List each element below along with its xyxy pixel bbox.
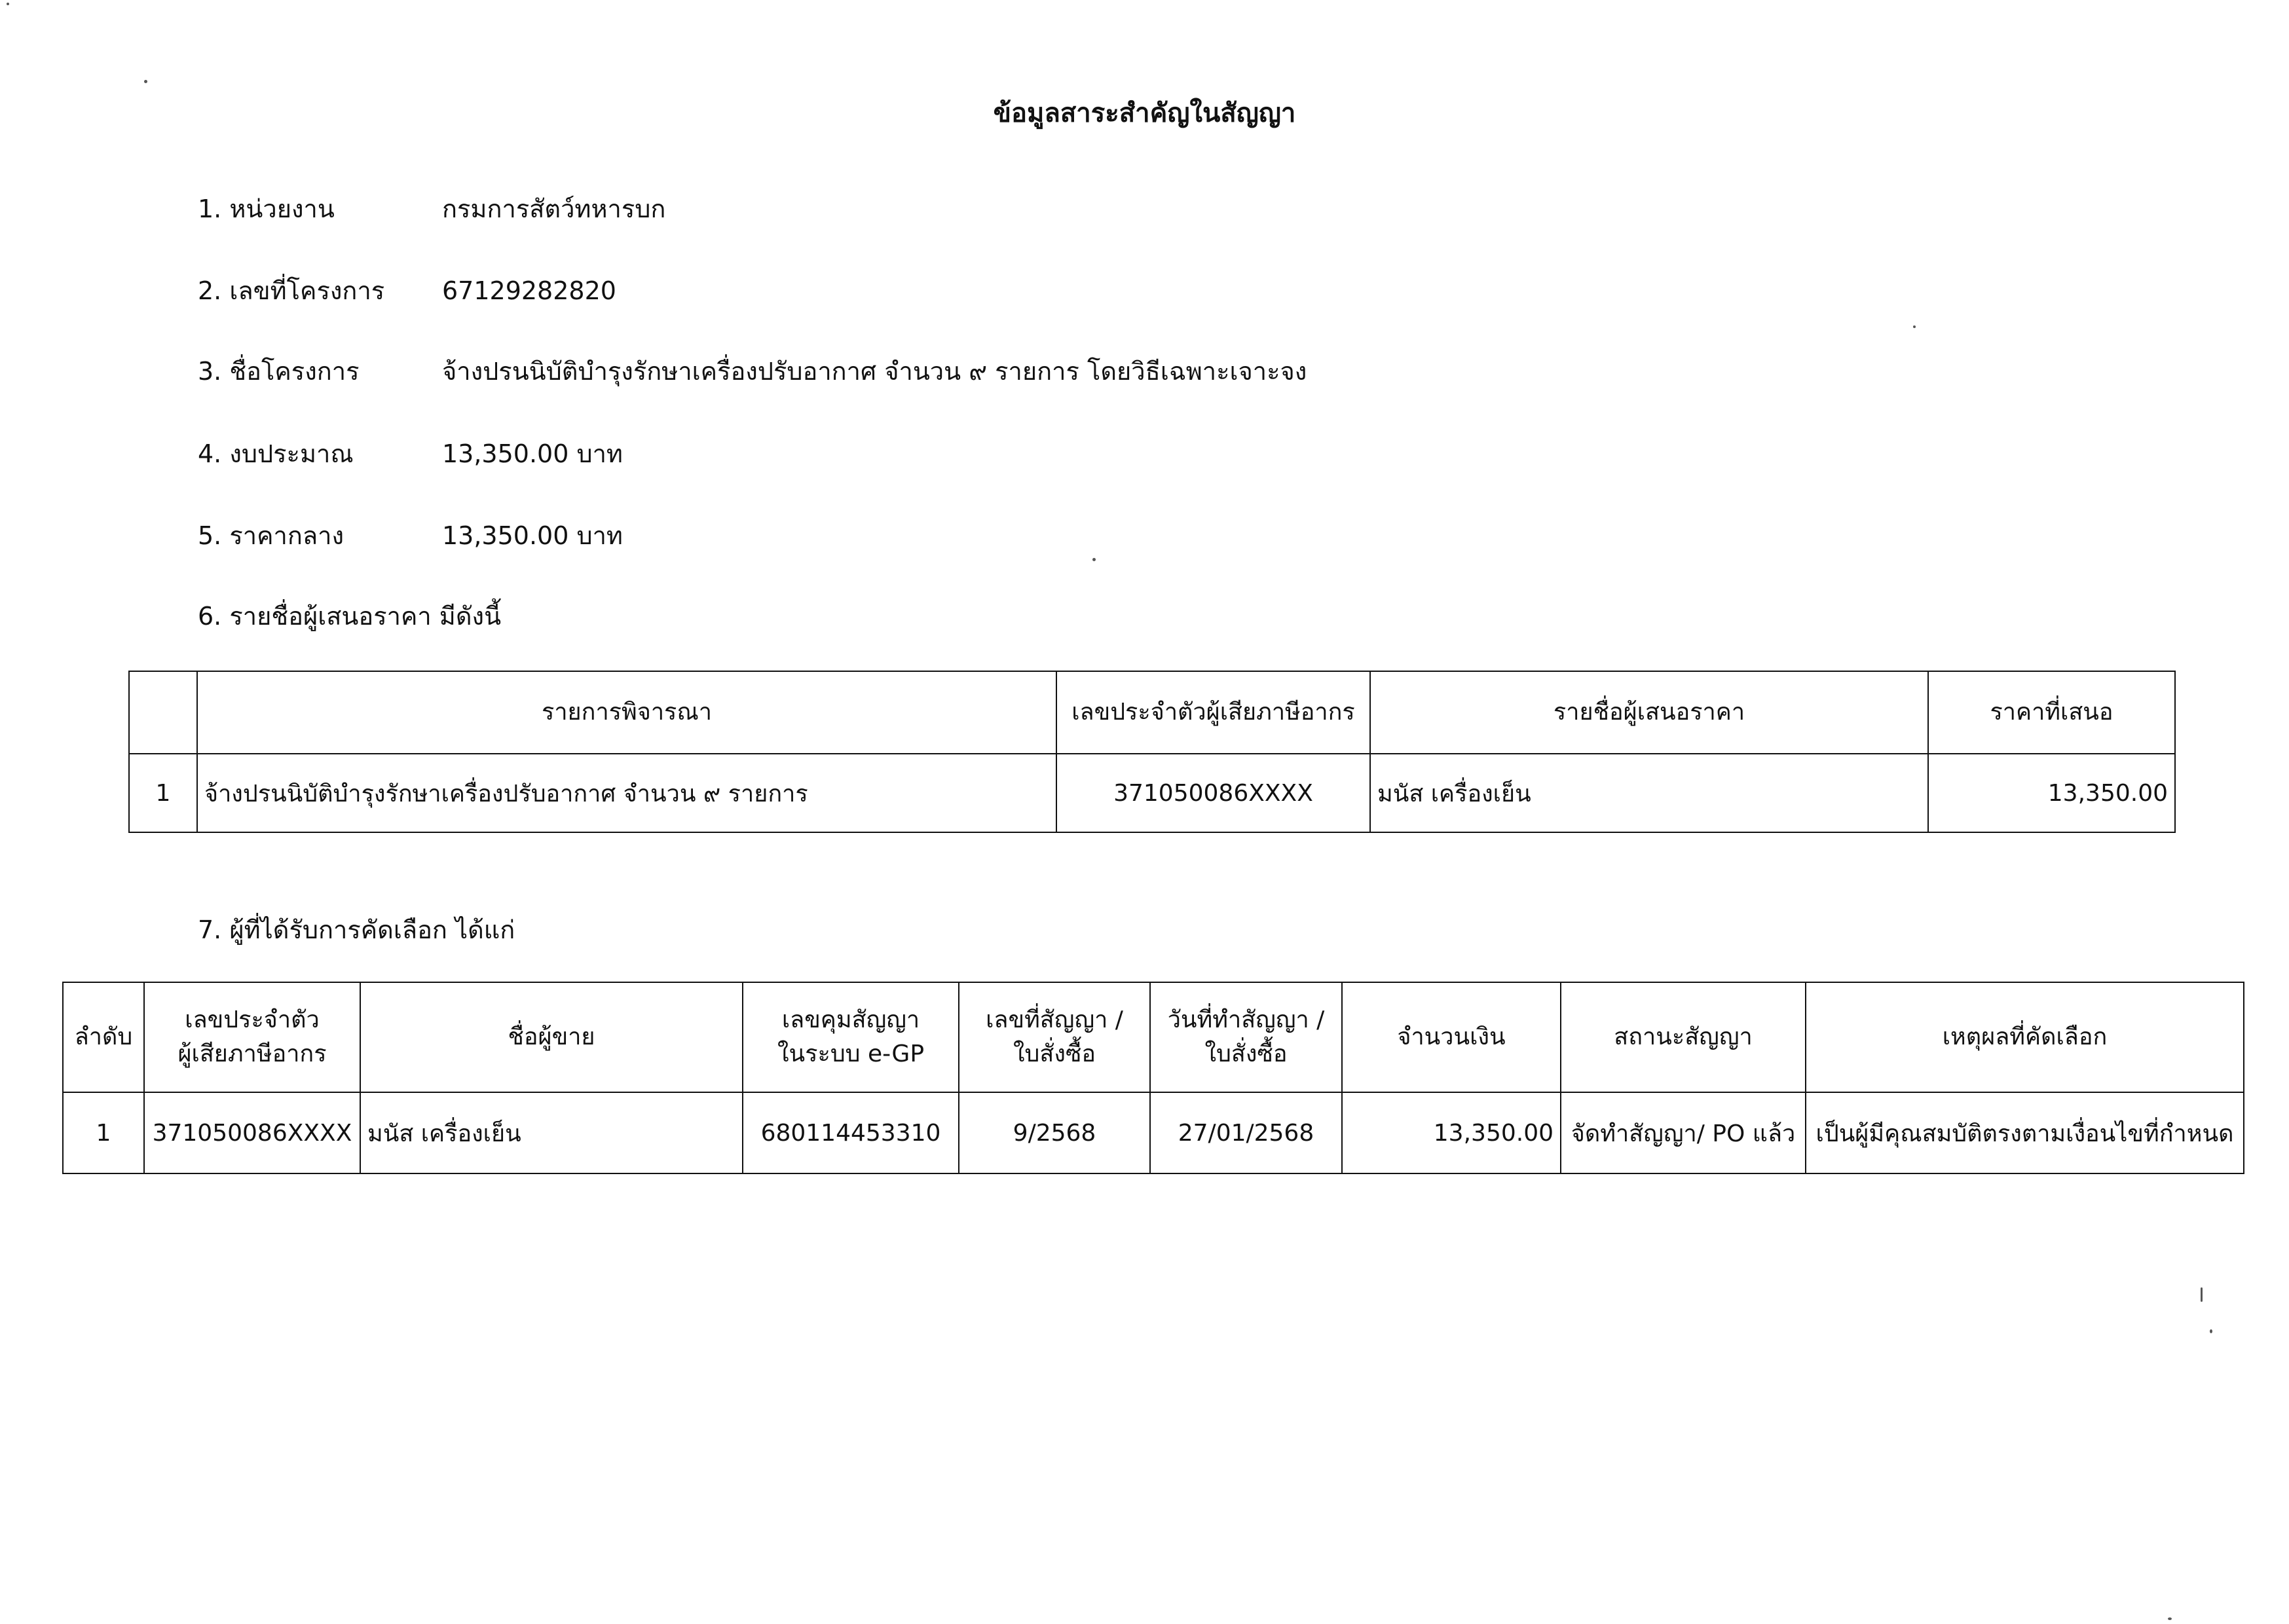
info-label: 5. ราคากลาง bbox=[198, 521, 344, 550]
table-header-cell: ลำดับ bbox=[63, 982, 144, 1092]
table-header-cell: วันที่ทำสัญญา / ใบสั่งซื้อ bbox=[1150, 982, 1342, 1092]
info-value: 13,350.00 บาท bbox=[442, 521, 623, 550]
table-cell: 371050086XXXX bbox=[144, 1092, 360, 1173]
table-cell: 371050086XXXX bbox=[1056, 754, 1370, 832]
info-label: 1. หน่วยงาน bbox=[198, 194, 335, 223]
info-row-median-price bbox=[198, 515, 623, 555]
table-header-cell: รายการพิจารณา bbox=[197, 671, 1056, 754]
document-title: ข้อมูลสาระสำคัญในสัญญา bbox=[993, 98, 1296, 128]
scan-speck bbox=[2210, 1329, 2212, 1333]
info-row-agency bbox=[198, 189, 665, 229]
table-cell: จัดทำสัญญา/ PO แล้ว bbox=[1561, 1092, 1806, 1173]
table-cell: 13,350.00 bbox=[1928, 754, 2175, 832]
table-header-cell bbox=[129, 671, 197, 754]
section7-heading: 7. ผู้ที่ได้รับการคัดเลือก ได้แก่ bbox=[198, 915, 515, 944]
table-cell: มนัส เครื่องเย็น bbox=[360, 1092, 743, 1173]
table-header-cell: ชื่อผู้ขาย bbox=[360, 982, 743, 1092]
table-header-cell: ราคาที่เสนอ bbox=[1928, 671, 2175, 754]
table-row bbox=[129, 754, 2175, 832]
info-value: 13,350.00 บาท bbox=[442, 439, 623, 468]
info-value: กรมการสัตว์ทหารบก bbox=[442, 194, 666, 223]
info-label: 4. งบประมาณ bbox=[198, 439, 354, 468]
table-cell: จ้างปรนนิบัติบำรุงรักษาเครื่องปรับอากาศ จำนวน ๙ รายการ bbox=[197, 754, 1056, 832]
scan-speck bbox=[144, 80, 147, 83]
table-header-cell: เลขคุมสัญญา ในระบบ e-GP bbox=[743, 982, 959, 1092]
offers-table bbox=[128, 671, 2176, 833]
table-header-cell: รายชื่อผู้เสนอราคา bbox=[1370, 671, 1928, 754]
info-label: 3. ชื่อโครงการ bbox=[198, 357, 360, 386]
section6-heading: 6. รายชื่อผู้เสนอราคา มีดังนี้ bbox=[198, 602, 502, 631]
table-header-cell: เลขประจำตัวผู้เสียภาษีอากร bbox=[1056, 671, 1370, 754]
table-header-cell: สถานะสัญญา bbox=[1561, 982, 1806, 1092]
table-cell: 680114453310 bbox=[743, 1092, 959, 1173]
table-header-row bbox=[63, 982, 2244, 1092]
scan-speck bbox=[2168, 1617, 2172, 1620]
table-cell: เป็นผู้มีคุณสมบัติตรงตามเงื่อนไขที่กำหนด bbox=[1806, 1092, 2244, 1173]
table-cell: 1 bbox=[129, 754, 197, 832]
winners-table bbox=[62, 982, 2244, 1174]
scan-speck bbox=[1092, 558, 1096, 561]
table-cell: 27/01/2568 bbox=[1150, 1092, 1342, 1173]
scan-speck bbox=[7, 3, 9, 5]
scan-speck bbox=[2201, 1287, 2203, 1302]
scan-speck bbox=[1913, 325, 1916, 328]
info-row-budget bbox=[198, 434, 623, 473]
table-header-cell: เลขที่สัญญา / ใบสั่งซื้อ bbox=[959, 982, 1150, 1092]
table-header-cell: เหตุผลที่คัดเลือก bbox=[1806, 982, 2244, 1092]
table-header-row bbox=[129, 671, 2175, 754]
table-cell: 13,350.00 bbox=[1342, 1092, 1561, 1173]
table-cell: 9/2568 bbox=[959, 1092, 1150, 1173]
info-value: 67129282820 bbox=[442, 276, 616, 305]
info-label: 2. เลขที่โครงการ bbox=[198, 276, 385, 305]
table-cell: มนัส เครื่องเย็น bbox=[1370, 754, 1928, 832]
table-row bbox=[63, 1092, 2244, 1173]
table-header-cell: จำนวนเงิน bbox=[1342, 982, 1561, 1092]
table-header-cell: เลขประจำตัว ผู้เสียภาษีอากร bbox=[144, 982, 360, 1092]
table-cell: 1 bbox=[63, 1092, 144, 1173]
info-row-project-number bbox=[198, 270, 616, 310]
info-value: จ้างปรนนิบัติบำรุงรักษาเครื่องปรับอากาศ จำนวน ๙ รายการ โดยวิธีเฉพาะเจาะจง bbox=[442, 357, 1307, 386]
info-row-project-name bbox=[198, 351, 1307, 391]
